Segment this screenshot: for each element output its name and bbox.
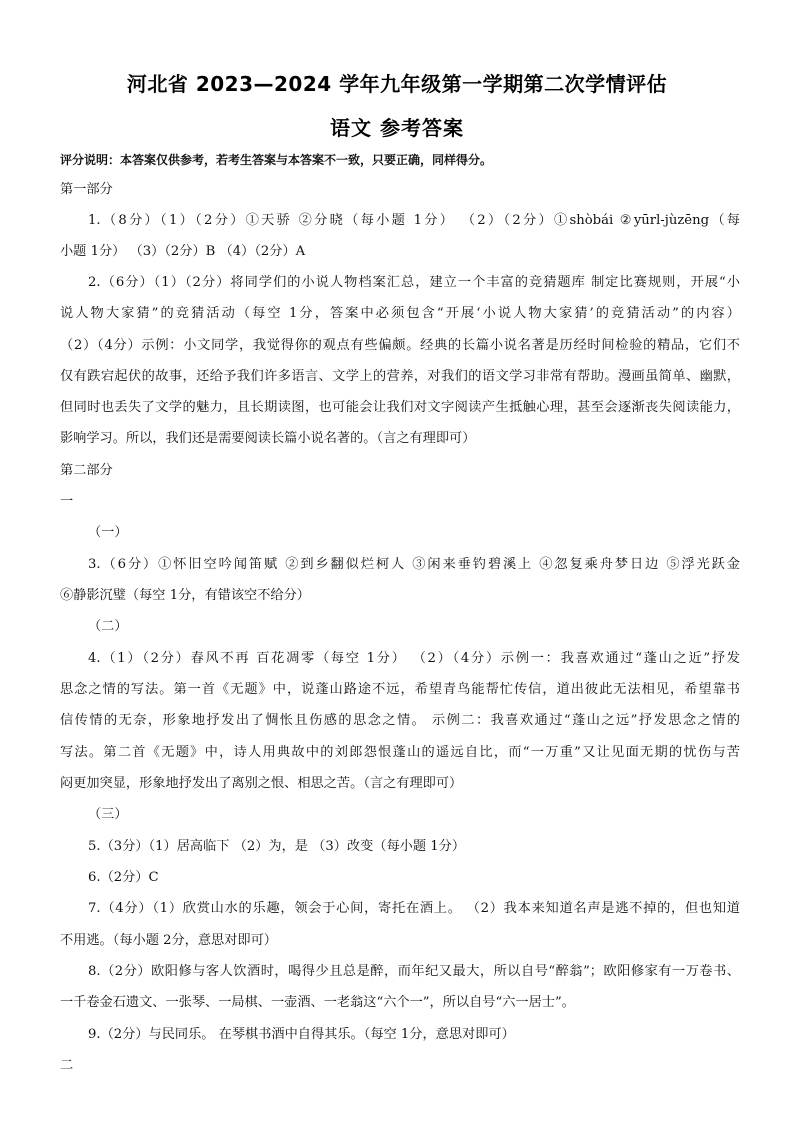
section-heading: 第一部分	[60, 182, 113, 197]
answer-line: 9.（2分）与民同乐。 在琴棋书酒中自得其乐。（每空 1分，意思对即可）	[88, 1027, 515, 1042]
answer-line: 说人物大家猜”的竞猜活动（每空 1分，答案中必须包含“开展‘小说人物大家猜’的竞猜活动”的内容）	[60, 306, 740, 321]
answer-line: 闷更加突显，形象地抒发出了离别之恨、相思之苦。（言之有理即可）	[60, 776, 463, 791]
answer-line: 8.（2分）欧阳修与客人饮酒时，喝得少且总是醉，而年纪又最大，所以自号“醉翁”；欧阳修家有一万卷书、	[88, 964, 740, 979]
subsection-heading: （一）	[88, 525, 128, 540]
answer-line: 写法。第二首《无题》中，诗人用典故中的刘郎怨恨蓬山的遥远自比，而“一万重”又让见面无期的忧伤与苦	[60, 745, 740, 760]
answer-line: 3.（6分）①怀旧空吟闻笛赋 ②到乡翻似烂柯人 ③闲来垂钓碧溪上 ④忽复乘舟梦日边 ⑤浮光跃金	[88, 557, 740, 572]
section-heading: 二	[60, 1058, 74, 1073]
answer-line: 不用逃。（每小题 2分，意思对即可）	[60, 933, 277, 948]
answer-line: 一千卷金石遗文、一张琴、一局棋、一壶酒、一老翁这“六个一”，所以自号“六一居士”。	[60, 995, 575, 1010]
document-title: 河北省 2023—2024 学年九年级第一学期第二次学情评估	[126, 72, 668, 96]
answer-line: 信传情的无奈，形象地抒发出了惆怅且伤感的思念之情。 示例二：我喜欢通过“蓬山之远”抒发思念之情的	[60, 713, 740, 728]
answer-line: 思念之情的写法。第一首《无题》中，说蓬山路途不远，希望青鸟能帮忙传信，道出彼此无法相见，希望靠书	[60, 682, 740, 697]
answer-line: 4.（1）（2分）春风不再 百花凋零（每空 1分） （2）（4分）示例一：我喜欢通过“蓬山之近”抒发	[88, 651, 740, 666]
answer-line: （2）（4分）示例：小文同学，我觉得你的观点有些偏颇。经典的长篇小说名著是历经时间检验的精品，它们不	[60, 338, 740, 353]
answer-line: 小题 1分） （3）（2分）B （4）（2分）A	[60, 244, 306, 259]
answer-line: ⑥静影沉璧（每空 1分，有错该空不给分）	[60, 588, 310, 603]
subsection-heading: （二）	[88, 619, 128, 634]
subsection-heading: （三）	[88, 807, 128, 822]
subsection-heading: 一	[60, 494, 74, 509]
document-subtitle: 语文 参考答案	[330, 116, 464, 140]
scoring-note: 评分说明：本答案仅供参考，若考生答案与本答案不一致，只要正确，同样得分。	[60, 153, 493, 167]
answer-line: 影响学习。所以，我们还是需要阅读长篇小说名著的。（言之有理即可）	[60, 431, 476, 446]
answer-line: 2.（6分）（1）（2分）将同学们的小说人物档案汇总，建立一个丰富的竞猜题库 制定比赛规则，开展“小	[88, 275, 740, 290]
answer-line: 7.（4分）（1）欣赏山水的乐趣，领会于心间，寄托在酒上。 （2）我本来知道名声是逃不掉的，但也知道	[88, 901, 740, 916]
answer-line: 但同时也丢失了文学的魅力，且长期读图，也可能会让我们对文字阅读产生抵触心理，甚至会逐渐丧失阅读能力，	[60, 400, 740, 415]
section-heading: 第二部分	[60, 463, 113, 478]
answer-line: 6.（2分）C	[88, 870, 159, 885]
answer-line: 仅有跌宕起伏的故事，还给予我们许多语言、文学上的营养，对我们的语文学习非常有帮助。漫画虽简单、幽默，	[60, 369, 740, 384]
answer-line: 5.（3分）（1）居高临下 （2）为，是 （3）改变（每小题 1分）	[88, 839, 466, 854]
answer-line: 1.（8分）（1）（2分）①天骄 ②分晓（每小题 1分） （2）（2分）①shòbái ②yūrl-jùzēng（每	[88, 213, 740, 228]
